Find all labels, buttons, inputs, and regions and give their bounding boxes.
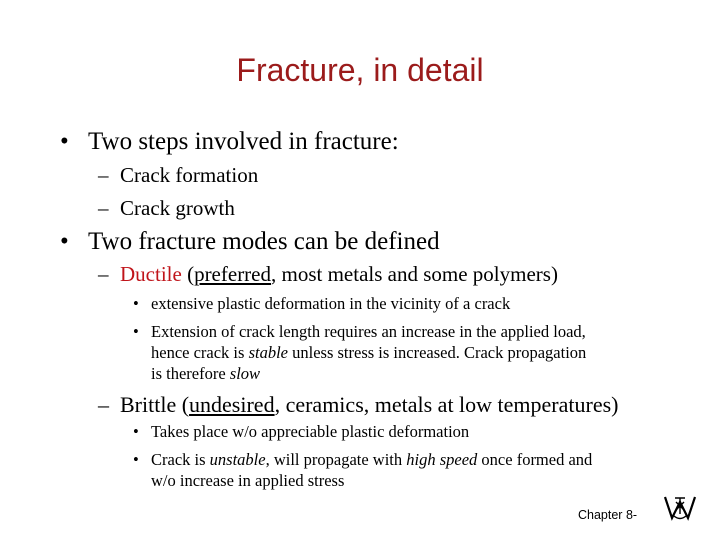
bullet-two-steps: Two steps involved in fracture: <box>88 128 399 155</box>
university-logo-icon <box>662 494 698 522</box>
preferred-text: preferred <box>194 262 271 286</box>
dash-icon: – <box>98 262 109 286</box>
bullet-dot: • <box>133 450 139 469</box>
brittle-line: Brittle (undesired, ceramics, metals at low temperatures) <box>120 392 619 417</box>
brittle-point-2-line-2: w/o increase in applied stress <box>151 471 345 490</box>
undesired-text: undesired <box>189 392 275 417</box>
ductile-point-2-line-3: is therefore slow <box>151 364 261 383</box>
bullet-fracture-modes: Two fracture modes can be defined <box>88 228 440 255</box>
brittle-term: Brittle ( <box>120 392 190 417</box>
chapter-label: Chapter 8- <box>578 508 638 522</box>
slide-title: Fracture, in detail <box>236 52 484 88</box>
sub-crack-growth: Crack growth <box>120 196 235 220</box>
ductile-point-2-line-2: hence crack is stable unless stress is increased. Crack propagation <box>151 343 587 362</box>
ductile-term: Ductile <box>120 262 182 286</box>
ductile-point-1: extensive plastic deformation in the vicinity of a crack <box>151 294 511 313</box>
bullet-dot: • <box>133 422 139 441</box>
brittle-point-2-line-1: Crack is unstable, will propagate with high speed once formed and <box>151 450 593 469</box>
bullet-dot: • <box>133 294 139 313</box>
ductile-point-2-line-1: Extension of crack length requires an increase in the applied load, <box>151 322 586 341</box>
bullet-dot: • <box>60 228 69 255</box>
dash-icon: – <box>98 392 109 417</box>
dash-icon: – <box>98 196 109 220</box>
bullet-dot: • <box>133 322 139 341</box>
sub-crack-formation: Crack formation <box>120 163 259 187</box>
bullet-dot: • <box>60 128 69 155</box>
dash-icon: – <box>98 163 109 187</box>
brittle-point-1: Takes place w/o appreciable plastic deformation <box>151 422 470 441</box>
ductile-line: Ductile (preferred, most metals and some polymers) <box>120 262 558 286</box>
